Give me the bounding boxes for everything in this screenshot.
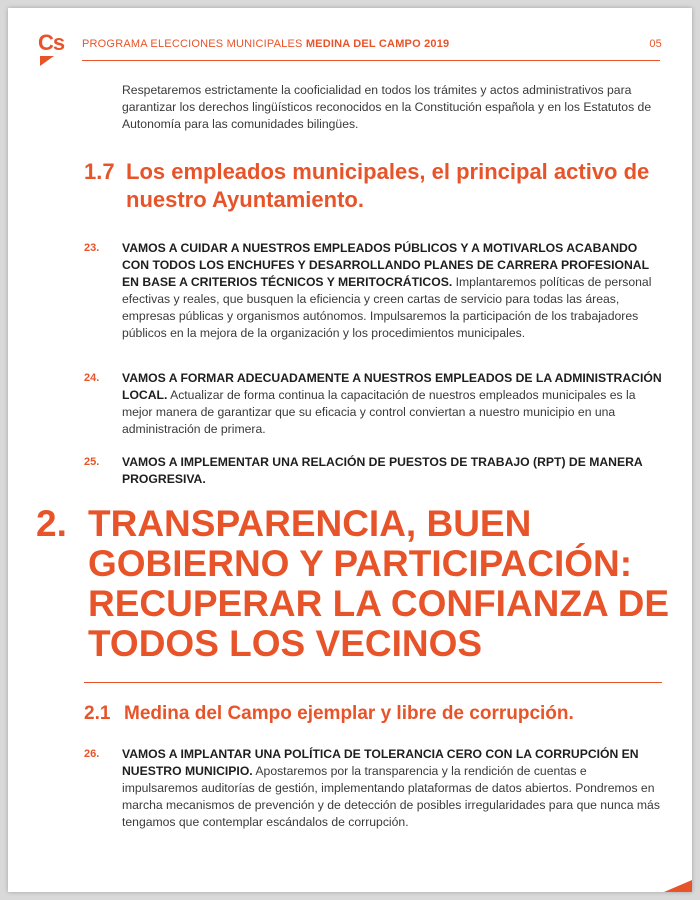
- intro-paragraph: Respetaremos estrictamente la cooficialidad en todos los trámites y actos administrativos para garantizar los derechos lingüísticos reconocidos en la Constitución española y en los Estatutos de Autonomía para las comunidades bilingües.: [122, 83, 652, 131]
- item-text: Apostaremos por la transparencia y la rendición de cuentas e impulsaremos auditorías de gestión, implementando plataformas de datos abiertos. Pondremos en marcha mecanismos de prevención y de detección de posibles irregularidades para que nunca más tengamos que contemplar escándalos de corrupción.: [122, 764, 660, 829]
- chapter-title: TRANSPARENCIA, BUEN GOBIERNO Y PARTICIPACIÓN: RECUPERAR LA CONFIANZA DE TODOS LOS VECINOS: [88, 503, 670, 664]
- program-place: MEDINA DEL CAMPO 2019: [305, 38, 450, 50]
- document-page: [8, 8, 692, 892]
- program-label: PROGRAMA ELECCIONES MUNICIPALES: [82, 38, 303, 50]
- chapter-divider: [84, 682, 662, 683]
- item-heading: VAMOS A IMPLEMENTAR UNA RELACIÓN DE PUESTOS DE TRABAJO (RPT) DE MANERA PROGRESIVA.: [122, 455, 643, 486]
- item-body: [122, 240, 662, 342]
- item-number: 23.: [84, 242, 100, 254]
- item-number: 26.: [84, 748, 100, 760]
- section-number: 1.7: [84, 159, 115, 184]
- item-body: [122, 746, 662, 831]
- item-heading: VAMOS A IMPLANTAR UNA POLÍTICA DE TOLERANCIA CERO CON LA CORRUPCIÓN EN NUESTRO MUNICIPIO.: [122, 747, 639, 778]
- item-heading: VAMOS A FORMAR ADECUADAMENTE A NUESTROS EMPLEADOS DE LA ADMINISTRACIÓN LOCAL.: [122, 371, 662, 402]
- chapter-number: 2.: [36, 503, 67, 544]
- page-number: 05: [649, 38, 662, 50]
- item-heading: VAMOS A CUIDAR A NUESTROS EMPLEADOS PÚBLICOS Y A MOTIVARLOS ACABANDO CON TODOS LOS ENCHUFES Y DESARROLLANDO PLANES DE CARRERA PROFESIONAL EN BASE A CRITERIOS TÉCNICOS Y MERITOCRÁTICOS.: [122, 241, 649, 289]
- item-number: 24.: [84, 372, 100, 384]
- item-body: [122, 454, 662, 488]
- header-divider: [82, 60, 660, 61]
- item-text: Implantaremos políticas de personal efectivas y reales, que busquen la eficiencia y creen cartas de servicio para todas las áreas, empresas públicas y organismos autónomos. Impulsaremos la participación de los trabajadores públicos en la mejora de la organización y los procedimientos municipales.: [122, 275, 652, 340]
- item-text: Actualizar de forma continua la capacitación de nuestros empleados municipales es la mejor manera de garantizar que su eficacia y control conviertan a nuestro municipio en una administración de primera.: [122, 388, 636, 436]
- logo-mark-icon: [40, 56, 60, 68]
- item-body: [122, 370, 662, 438]
- logo-text: Cs: [38, 30, 65, 55]
- section-title: Los empleados municipales, el principal activo de nuestro Ayuntamiento.: [126, 159, 650, 212]
- section-number: 2.1: [84, 703, 111, 724]
- page-header: [82, 38, 662, 50]
- corner-accent: [664, 880, 692, 892]
- section-title: Medina del Campo ejemplar y libre de corrupción.: [124, 703, 574, 724]
- party-logo: [38, 32, 72, 72]
- item-number: 25.: [84, 456, 100, 468]
